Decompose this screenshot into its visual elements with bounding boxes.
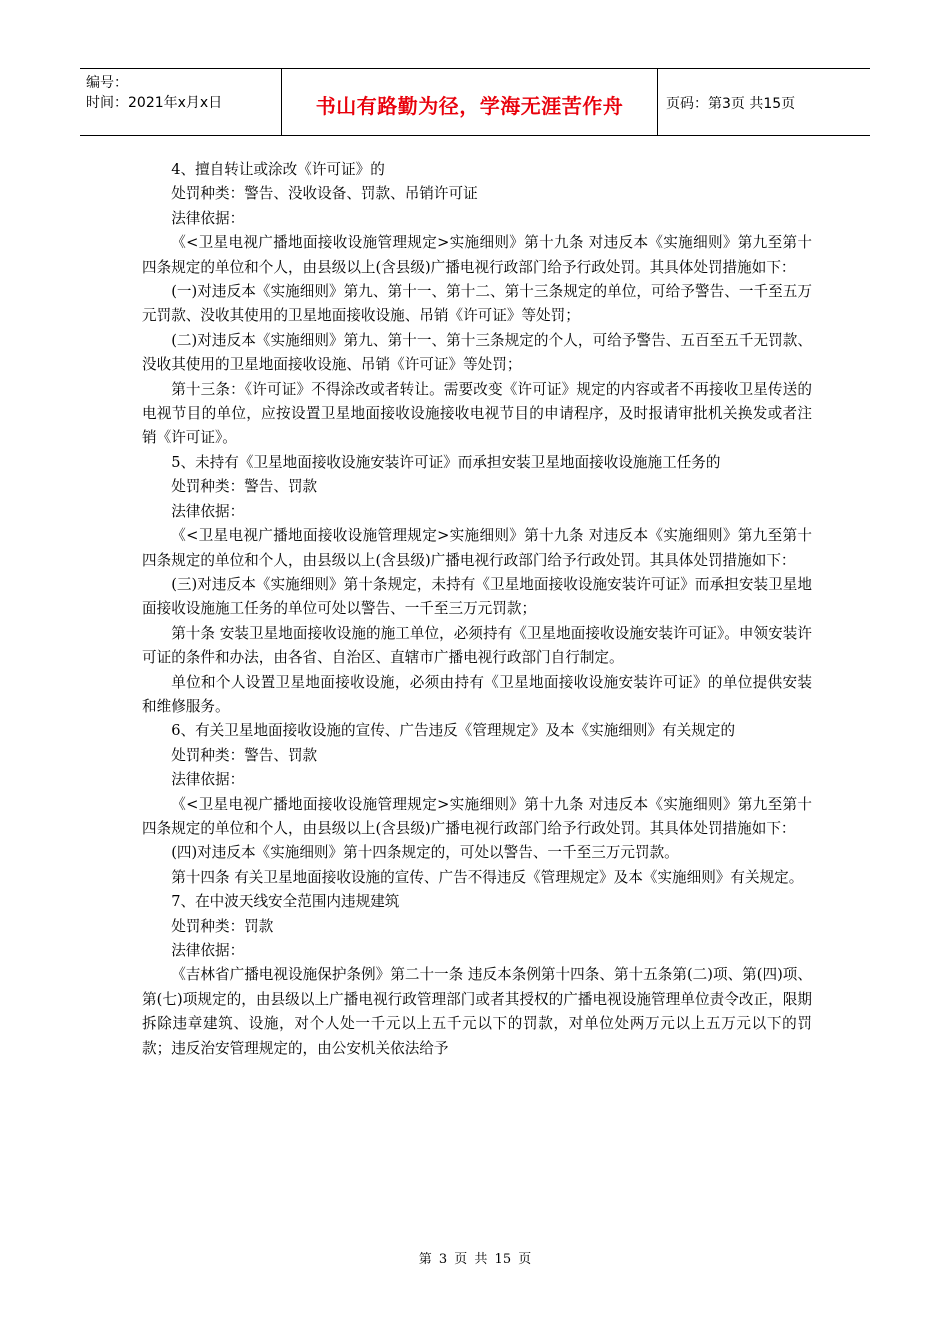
document-body [142,158,812,1061]
body-paragraph: 4、擅自转让或涂改《许可证》的 [171,161,385,178]
body-paragraph: (四)对违反本《实施细则》第十四条规定的，可处以警告、一千至三万元罚款。 [171,844,679,862]
body-paragraph: 《<卫星电视广播地面接收设施管理规定>实施细则》第十九条 对违反本《实施细则》第九至第十四条规定的单位和个人，由县级以上(含县级)广播电视行政部门给予行政处罚。其具体处罚措施如下： [142,527,812,569]
body-paragraph: 处罚种类：罚款 [171,917,274,935]
body-paragraph: 6、有关卫星地面接收设施的宣传、广告违反《管理规定》及本《实施细则》有关规定的 [171,722,736,740]
body-paragraph: (三)对违反本《实施细则》第十条规定，未持有《卫星地面接收设施安装许可证》而承担安装卫星地面接收设施施工任务的单位可处以警告、一千至三万元罚款； [142,575,812,618]
body-paragraph: 第十条 安装卫星地面接收设施的施工单位，必须持有《卫星地面接收设施安装许可证》。申领安装许可证的条件和办法，由各省、自治区、直辖市广播电视行政部门自行制定。 [142,624,812,667]
body-paragraph: 《<卫星电视广播地面接收设施管理规定>实施细则》第十九条 对违反本《实施细则》第九至第十四条规定的单位和个人，由县级以上(含县级)广播电视行政部门给予行政处罚。其具体处罚措施如下： [142,795,812,837]
body-paragraph: 单位和个人设置卫星地面接收设施，必须由持有《卫星地面接收设施安装许可证》的单位提供安装和维修服务。 [142,673,812,715]
body-paragraph: 第十四条 有关卫星地面接收设施的宣传、广告不得违反《管理规定》及本《实施细则》有关规定。 [171,868,804,886]
body-paragraph: 法律依据： [171,209,245,227]
body-paragraph: 法律依据： [171,502,245,520]
body-paragraph: (二)对违反本《实施细则》第九、第十一、第十三条规定的个人，可给予警告、五百至五千无罚款、没收其使用的卫星地面接收设施、吊销《许可证》等处罚； [142,331,812,374]
body-paragraph: 处罚种类：警告、没收设备、罚款、吊销许可证 [171,185,478,203]
body-paragraph: 7、在中波天线安全范围内违规建筑 [171,893,400,911]
body-paragraph: 法律依据： [171,942,245,959]
body-paragraph: 5、未持有《卫星地面接收设施安装许可证》而承担安装卫星地面接收设施施工任务的 [171,453,721,471]
header-motto: 书山有路勤为径，学海无涯苦作舟 [282,69,658,135]
body-paragraph: 法律依据： [171,771,245,789]
body-paragraph: 处罚种类：警告、罚款 [171,478,318,496]
page-footer: 第 3 页 共 15 页 [418,1252,532,1267]
document-date-label: 时间：2021年x月x日 [86,95,223,111]
header-page-number: 页码：第3页 共15页 [666,96,796,112]
body-paragraph: 处罚种类：警告、罚款 [171,746,318,764]
body-paragraph: (一)对违反本《实施细则》第九、第十一、第十二、第十三条规定的单位，可给予警告、一千至五万元罚款、没收其使用的卫星地面接收设施、吊销《许可证》等处罚； [142,283,812,325]
page-header [80,68,870,136]
body-paragraph: 第十三条：《许可证》不得涂改或者转让。需要改变《许可证》规定的内容或者不再接收卫星传送的电视节目的单位，应按设置卫星地面接收设施接收电视节目的申请程序，及时报请审批机关换发或者注销《许可证》。 [142,380,812,447]
document-number-label: 编号： [86,75,128,91]
body-paragraph: 《吉林省广播电视设施保护条例》第二十一条 违反本条例第十四条、第十五条第(二)项、第(四)项、第(七)项规定的，由县级以上广播电视行政管理部门或者其授权的广播电视设施管理单位责令改正，限期拆除违章建筑、设施，对个人处一千元以上五千元以下的罚款，对单位处两万元以上五万元以下的罚款；违反治安管理规定的，由公安机关依法给予 [142,966,812,1057]
body-paragraph: 《<卫星电视广播地面接收设施管理规定>实施细则》第十九条 对违反本《实施细则》第九至第十四条规定的单位和个人，由县级以上(含县级)广播电视行政部门给予行政处罚。其具体处罚措施如下： [142,234,812,276]
header-meta [80,69,282,135]
